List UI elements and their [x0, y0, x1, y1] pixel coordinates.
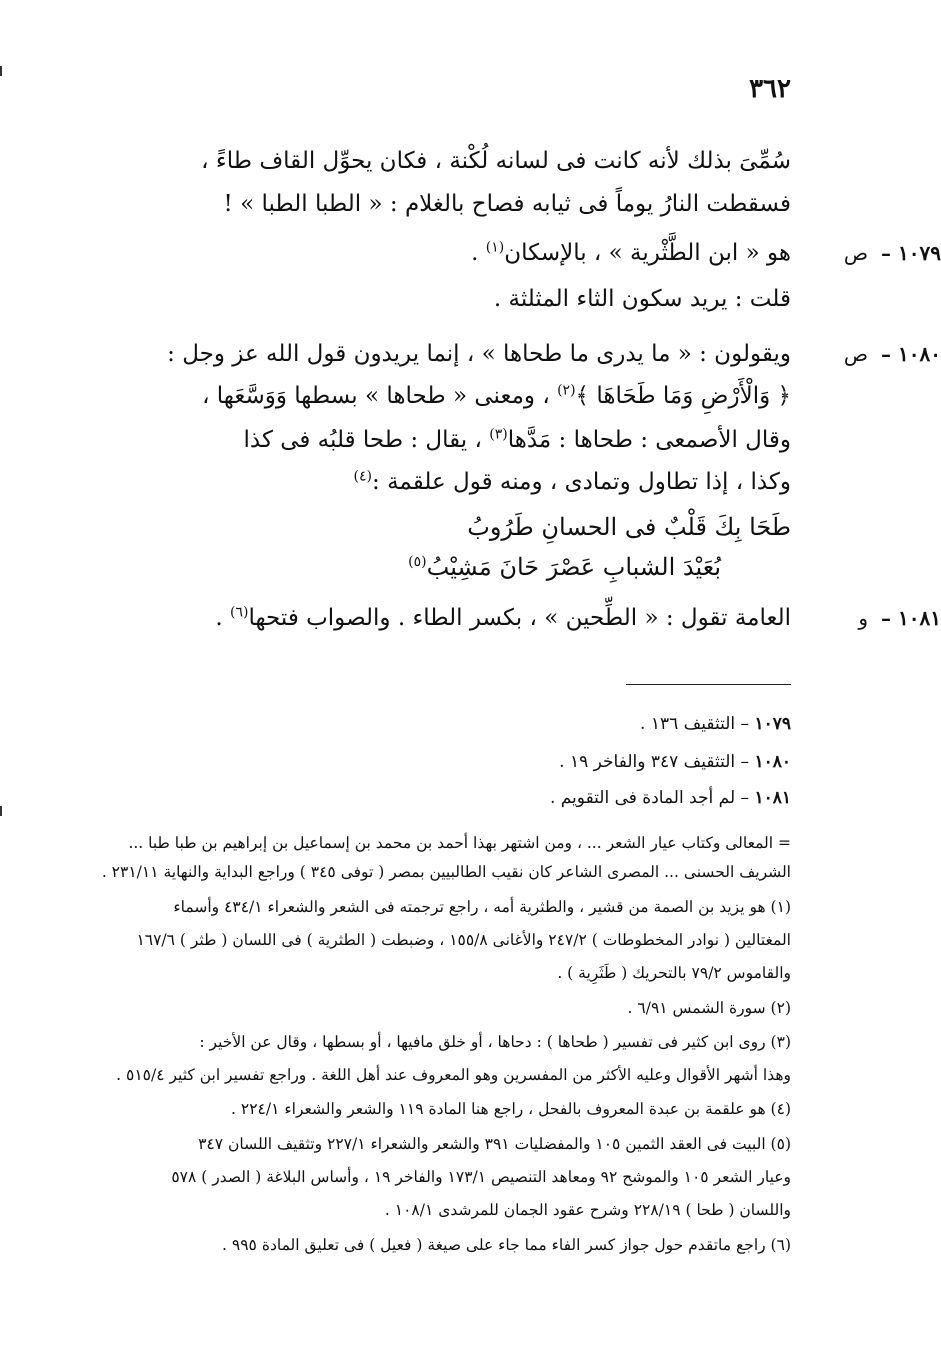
footnote-line-8: وهذا أشهر الأقوال وعليه الأكثر من المفسرين وهو المعروف عند أهل اللغة . وراجع تفسير ابن كثير ٥١٥/٤ .	[116, 1066, 791, 1084]
footnote-ref-5: (٥)	[408, 554, 427, 570]
entry-number-1079: ١٠٧٩ – ص	[843, 241, 941, 265]
footnote-line-12: واللسان ( طحا ) ٢٢٨/١٩ وشرح عقود الجمان للمرشدى ١٠٨/١ .	[384, 1201, 791, 1219]
footnote-ref-4: (٤)	[353, 468, 373, 485]
footnote-separator	[626, 684, 791, 685]
source-line-1080: ١٠٨٠ – التثقيف ٣٤٧ والفاخر ١٩ .	[559, 752, 791, 772]
footnote-line-9: (٤) هو علقمة بن عبدة المعروف بالفحل ، راجع هنا المادة ١١٩ والشعر والشعراء ٢٢٤/١ .	[231, 1100, 791, 1118]
left-edge-mark-top	[0, 66, 2, 76]
footnote-line-11: وعيار الشعر ١٠٥ والموشح ٩٢ ومعاهد التنصيص ١٧٣/١ والفاخر ١٩ ، وأساس البلاغة ( الصدر ) ٥٧٨	[171, 1168, 791, 1186]
entry-1079-line-2: قلت : يريد سكون الثاء المثلثة .	[493, 286, 791, 312]
footnote-line-7: (٣) روى ابن كثير فى تفسير ( طحاها ) : دحاها ، أو خلق مافيها ، أو بسطها ، وقال عن الأخير :	[199, 1033, 791, 1051]
verse-first-hemistich: طَحَا بِكَ قَلْبٌ فى الحسانِ طَرُوبُ	[467, 513, 791, 541]
footnote-ref-2: (٢)	[557, 382, 576, 399]
footnote-line-13: (٦) راجع ماتقدم حول جواز كسر الفاء مما جاء على صيغة ( فعيل ) فى تعليق المادة ٩٩٥ .	[222, 1236, 791, 1254]
footnote-ref-6: (٦)	[229, 604, 249, 621]
source-line-1081: ١٠٨١ – لم أجد المادة فى التقويم .	[549, 788, 791, 808]
footnote-line-10: (٥) البيت فى العقد الثمين ١٠٥ والمفضليات ٣٩١ والشعر والشعراء ٢٢٧/١ وتثقيف اللسان ٣٤٧	[198, 1135, 791, 1153]
entry-1080-line-4: وكذا ، إذا تطاول وتمادى ، ومنه قول علقمة :$^{(٤)}$	[353, 468, 791, 495]
footnote-line-4: المغتالين ( نوادر المخطوطات ) ٢٤٧/٢ والأغانى ١٥٥/٨ ، وضبطت ( الطثرية ) فى اللسان ( طثر ) ١٦٧/٦	[136, 931, 791, 949]
footnote-ref-1: (١)	[485, 239, 505, 256]
left-edge-mark-bottom	[0, 806, 2, 816]
footnote-ref-3: (٣)	[489, 426, 508, 443]
entry-1080-line-2: ﴿ وَالْأَرْضِ وَمَا طَحَاهَا ﴾$^{(٢)}$ ، ومعنى « طحاها » بسطها وَوَسَّعَها ،	[202, 382, 791, 409]
footnote-line-5: والقاموس ٧٩/٢ بالتحريك ( طَثَرِية ) .	[557, 964, 791, 982]
entry-number-1080: ١٠٨٠ – ص	[843, 342, 941, 366]
entry-number-1081: ١٠٨١ – و	[858, 606, 941, 630]
intro-line-2: فسقطت النارُ يوماً فى ثيابه فصاح بالغلام : « الطبا الطبا » !	[223, 191, 791, 217]
footnote-line-3: (١) هو يزيد بن الصمة من قشير ، والطثرية أمه ، راجع ترجمته فى الشعر والشعراء ٤٣٤/١ وأسماء	[173, 898, 791, 916]
source-line-1079: ١٠٧٩ – التثقيف ١٣٦ .	[640, 714, 791, 734]
page-number: ٣٦٢	[749, 74, 791, 104]
footnote-line-2: الشريف الحسنى ... المصرى الشاعر كان نقيب الطالبيين بمصر ( توفى ٣٤٥ ) وراجع البداية والنهاية ٢٣١/١١ .	[101, 863, 791, 881]
footnote-line-1: = المعالى وكتاب عيار الشعر ... ، ومن اشتهر بهذا أحمد بن محمد بن إسماعيل بن إبراهيم بن طبا طبا ...	[128, 834, 791, 852]
entry-1080-line-3: وقال الأصمعى : طحاها : مَدَّها$^{(٣)}$ ، يقال : طحا قلبُه فى كذا	[243, 426, 791, 453]
intro-line-1: سُمِّىَ بذلك لأنه كانت فى لسانه لُكْنة ، فكان يحوِّل القاف طاءً ،	[201, 148, 791, 174]
entry-1081-line-1: العامة تقول : « الطِّحين » ، بكسر الطاء . والصواب فتحها$^{(٦)}$ .	[215, 604, 791, 631]
entry-1079-line-1: هو « ابن الطَّثْرية » ، بالإسكان$^{(١)}$ .	[471, 239, 791, 266]
entry-1080-line-1: ويقولون : « ما يدرى ما طحاها » ، إنما يريدون قول الله عز وجل :	[167, 341, 791, 367]
footnote-line-6: (٢) سورة الشمس ٦/٩١ .	[627, 999, 791, 1017]
verse-second-hemistich: بُعَيْدَ الشبابِ عَصْرَ حَانَ مَشِيْبُ$^{(٥)}$	[408, 553, 721, 581]
